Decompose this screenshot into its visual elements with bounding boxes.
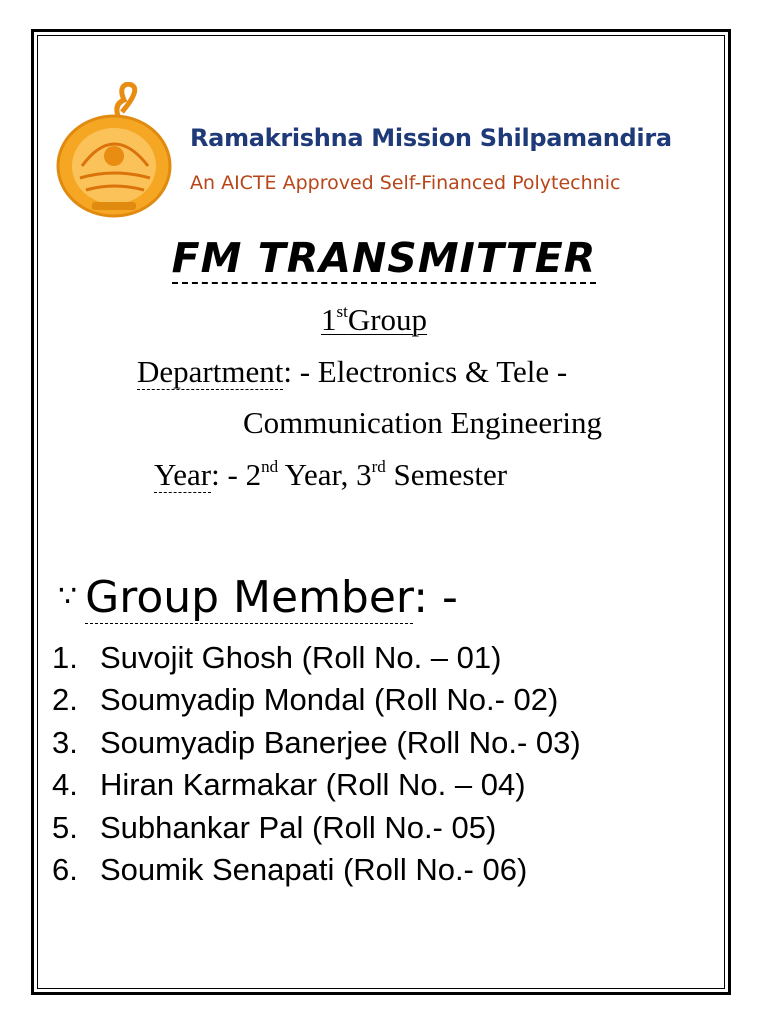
project-title-text: FM TRANSMITTER <box>171 234 597 282</box>
member-list <box>52 637 581 891</box>
group-members-heading <box>58 572 458 623</box>
list-item-number: 3. <box>52 724 78 760</box>
semester-word: Semester <box>385 457 508 492</box>
list-item <box>52 807 581 849</box>
list-item <box>52 679 581 721</box>
year-separator: : - <box>211 457 246 492</box>
year-word: Year, <box>278 457 357 492</box>
institution-name: Ramakrishna Mission Shilpamandira <box>190 124 672 152</box>
list-item-text: Suvojit Ghosh (Roll No. – 01) <box>100 640 502 675</box>
list-item-number: 4. <box>52 767 78 803</box>
institution-subtitle: An AICTE Approved Self-Financed Polytechnic <box>190 172 621 194</box>
list-item <box>52 637 581 679</box>
list-item <box>52 764 581 806</box>
list-item-number: 6. <box>52 851 78 887</box>
because-bullet-icon: ∵ <box>58 579 78 614</box>
list-item-text: Soumyadip Banerjee (Roll No.- 03) <box>100 724 581 760</box>
list-item-number: 2. <box>52 682 78 718</box>
list-item-text: Hiran Karmakar (Roll No. – 04) <box>100 767 526 803</box>
project-title <box>0 234 768 282</box>
list-item-text: Soumik Senapati (Roll No.- 06) <box>100 851 528 887</box>
group-line <box>321 302 427 338</box>
department-line <box>137 354 567 390</box>
list-item <box>52 722 581 764</box>
department-separator: : - <box>283 354 318 389</box>
semester-number-suffix: rd <box>371 457 386 476</box>
year-label: Year <box>154 457 212 492</box>
list-item-number: 5. <box>52 809 78 845</box>
department-value-line2: Communication Engineering <box>243 405 603 440</box>
group-number-suffix: st <box>336 302 348 321</box>
group-number: 1 <box>321 302 337 337</box>
department-label: Department <box>137 354 284 389</box>
list-item-text: Subhankar Pal (Roll No.- 05) <box>100 809 497 845</box>
list-item-text: Soumyadip Mondal (Roll No.- 02) <box>100 682 559 718</box>
group-label: Group <box>347 302 428 337</box>
semester-number: 3 <box>356 457 372 492</box>
group-members-label: Group Member <box>85 572 414 623</box>
year-number-suffix: nd <box>261 457 279 476</box>
ramakrishna-mission-emblem-icon <box>52 82 180 220</box>
group-members-separator: : - <box>413 572 458 623</box>
year-number: 2 <box>245 457 262 492</box>
list-item <box>52 849 581 891</box>
year-line <box>154 457 507 493</box>
list-item-number: 1. <box>52 640 78 675</box>
department-value-line1: Electronics & Tele - <box>317 354 568 389</box>
